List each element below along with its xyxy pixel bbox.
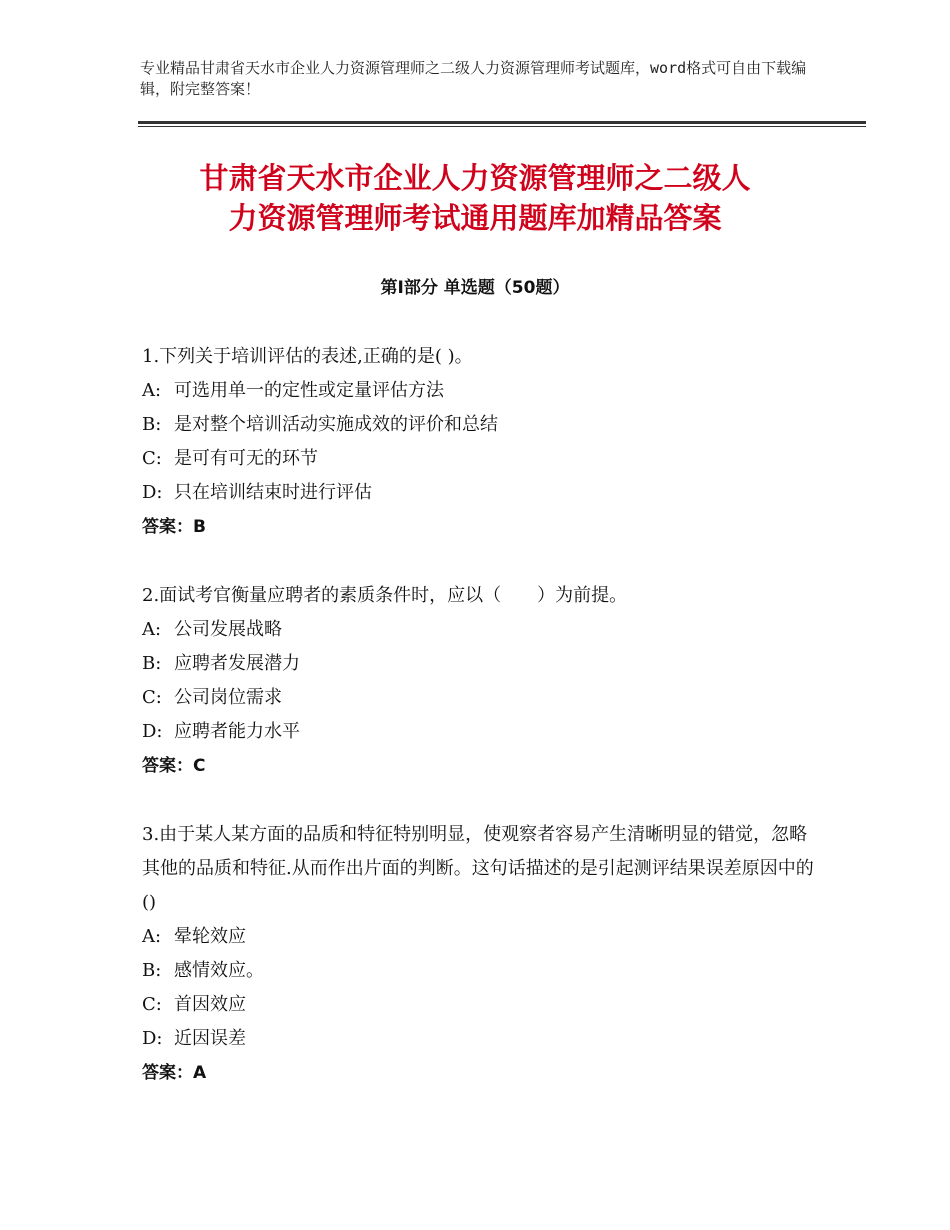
answer-label: 答案： (142, 517, 193, 537)
option-b (142, 408, 822, 442)
option-letter: D: (142, 482, 163, 503)
option-letter: C: (142, 448, 162, 469)
option-text: 是可有可无的环节 (174, 448, 318, 469)
answer-value: A (193, 1063, 207, 1083)
answer-line (142, 749, 822, 783)
option-letter: A: (142, 619, 162, 640)
option-letter: B: (142, 960, 162, 981)
option-text: 应聘者发展潜力 (174, 653, 300, 674)
answer-value: C (193, 756, 206, 776)
answer-value: B (193, 517, 206, 537)
option-text: 可选用单一的定性或定量评估方法 (174, 380, 444, 401)
option-a (142, 374, 822, 408)
option-c (142, 681, 822, 715)
option-b (142, 647, 822, 681)
option-text: 应聘者能力水平 (174, 721, 300, 742)
option-letter: C: (142, 994, 162, 1015)
option-text: 只在培训结束时进行评估 (174, 482, 372, 503)
option-letter: D: (142, 721, 163, 742)
option-c (142, 442, 822, 476)
answer-line (142, 1056, 822, 1090)
option-c (142, 988, 822, 1022)
title-line-1: 甘肃省天水市企业人力资源管理师之二级人 (199, 161, 751, 195)
option-d (142, 715, 822, 749)
option-d (142, 1022, 822, 1056)
option-text: 公司岗位需求 (174, 687, 282, 708)
answer-label: 答案： (142, 756, 193, 776)
question-3 (142, 818, 822, 1090)
option-text: 感情效应。 (174, 960, 264, 981)
question-1 (142, 340, 822, 544)
option-text: 晕轮效应 (174, 926, 246, 947)
option-a (142, 920, 822, 954)
question-text: 3.由于某人某方面的品质和特征特别明显，使观察者容易产生清晰明显的错觉，忽略其他的品质和特征.从而作出片面的判断。这句话描述的是引起测评结果误差原因中的() (142, 824, 814, 913)
option-text: 首因效应 (174, 994, 246, 1015)
option-letter: D: (142, 1028, 163, 1049)
option-letter: B: (142, 414, 162, 435)
header-rule-thin (138, 126, 866, 127)
answer-label: 答案： (142, 1063, 193, 1083)
option-letter: A: (142, 926, 162, 947)
option-text: 公司发展战略 (174, 619, 282, 640)
question-text: 2.面试考官衡量应聘者的素质条件时，应以（ ）为前提。 (142, 585, 628, 606)
document-title (100, 158, 850, 238)
header-rule-thick (138, 121, 866, 124)
header-note: 专业精品甘肃省天水市企业人力资源管理师之二级人力资源管理师考试题库，word格式可自由下载编辑，附完整答案！ (140, 59, 807, 98)
option-letter: A: (142, 380, 162, 401)
option-letter: B: (142, 653, 162, 674)
option-text: 是对整个培训活动实施成效的评价和总结 (174, 414, 498, 435)
option-a (142, 613, 822, 647)
question-text: 1.下列关于培训评估的表述,正确的是( )。 (142, 346, 473, 367)
option-letter: C: (142, 687, 162, 708)
option-text: 近因误差 (174, 1028, 246, 1049)
answer-line (142, 510, 822, 544)
title-line-2: 力资源管理师考试通用题库加精品答案 (228, 201, 722, 235)
option-d (142, 476, 822, 510)
section-heading: 第Ⅰ部分 单选题（50题） (380, 278, 570, 298)
question-2 (142, 579, 822, 783)
option-b (142, 954, 822, 988)
